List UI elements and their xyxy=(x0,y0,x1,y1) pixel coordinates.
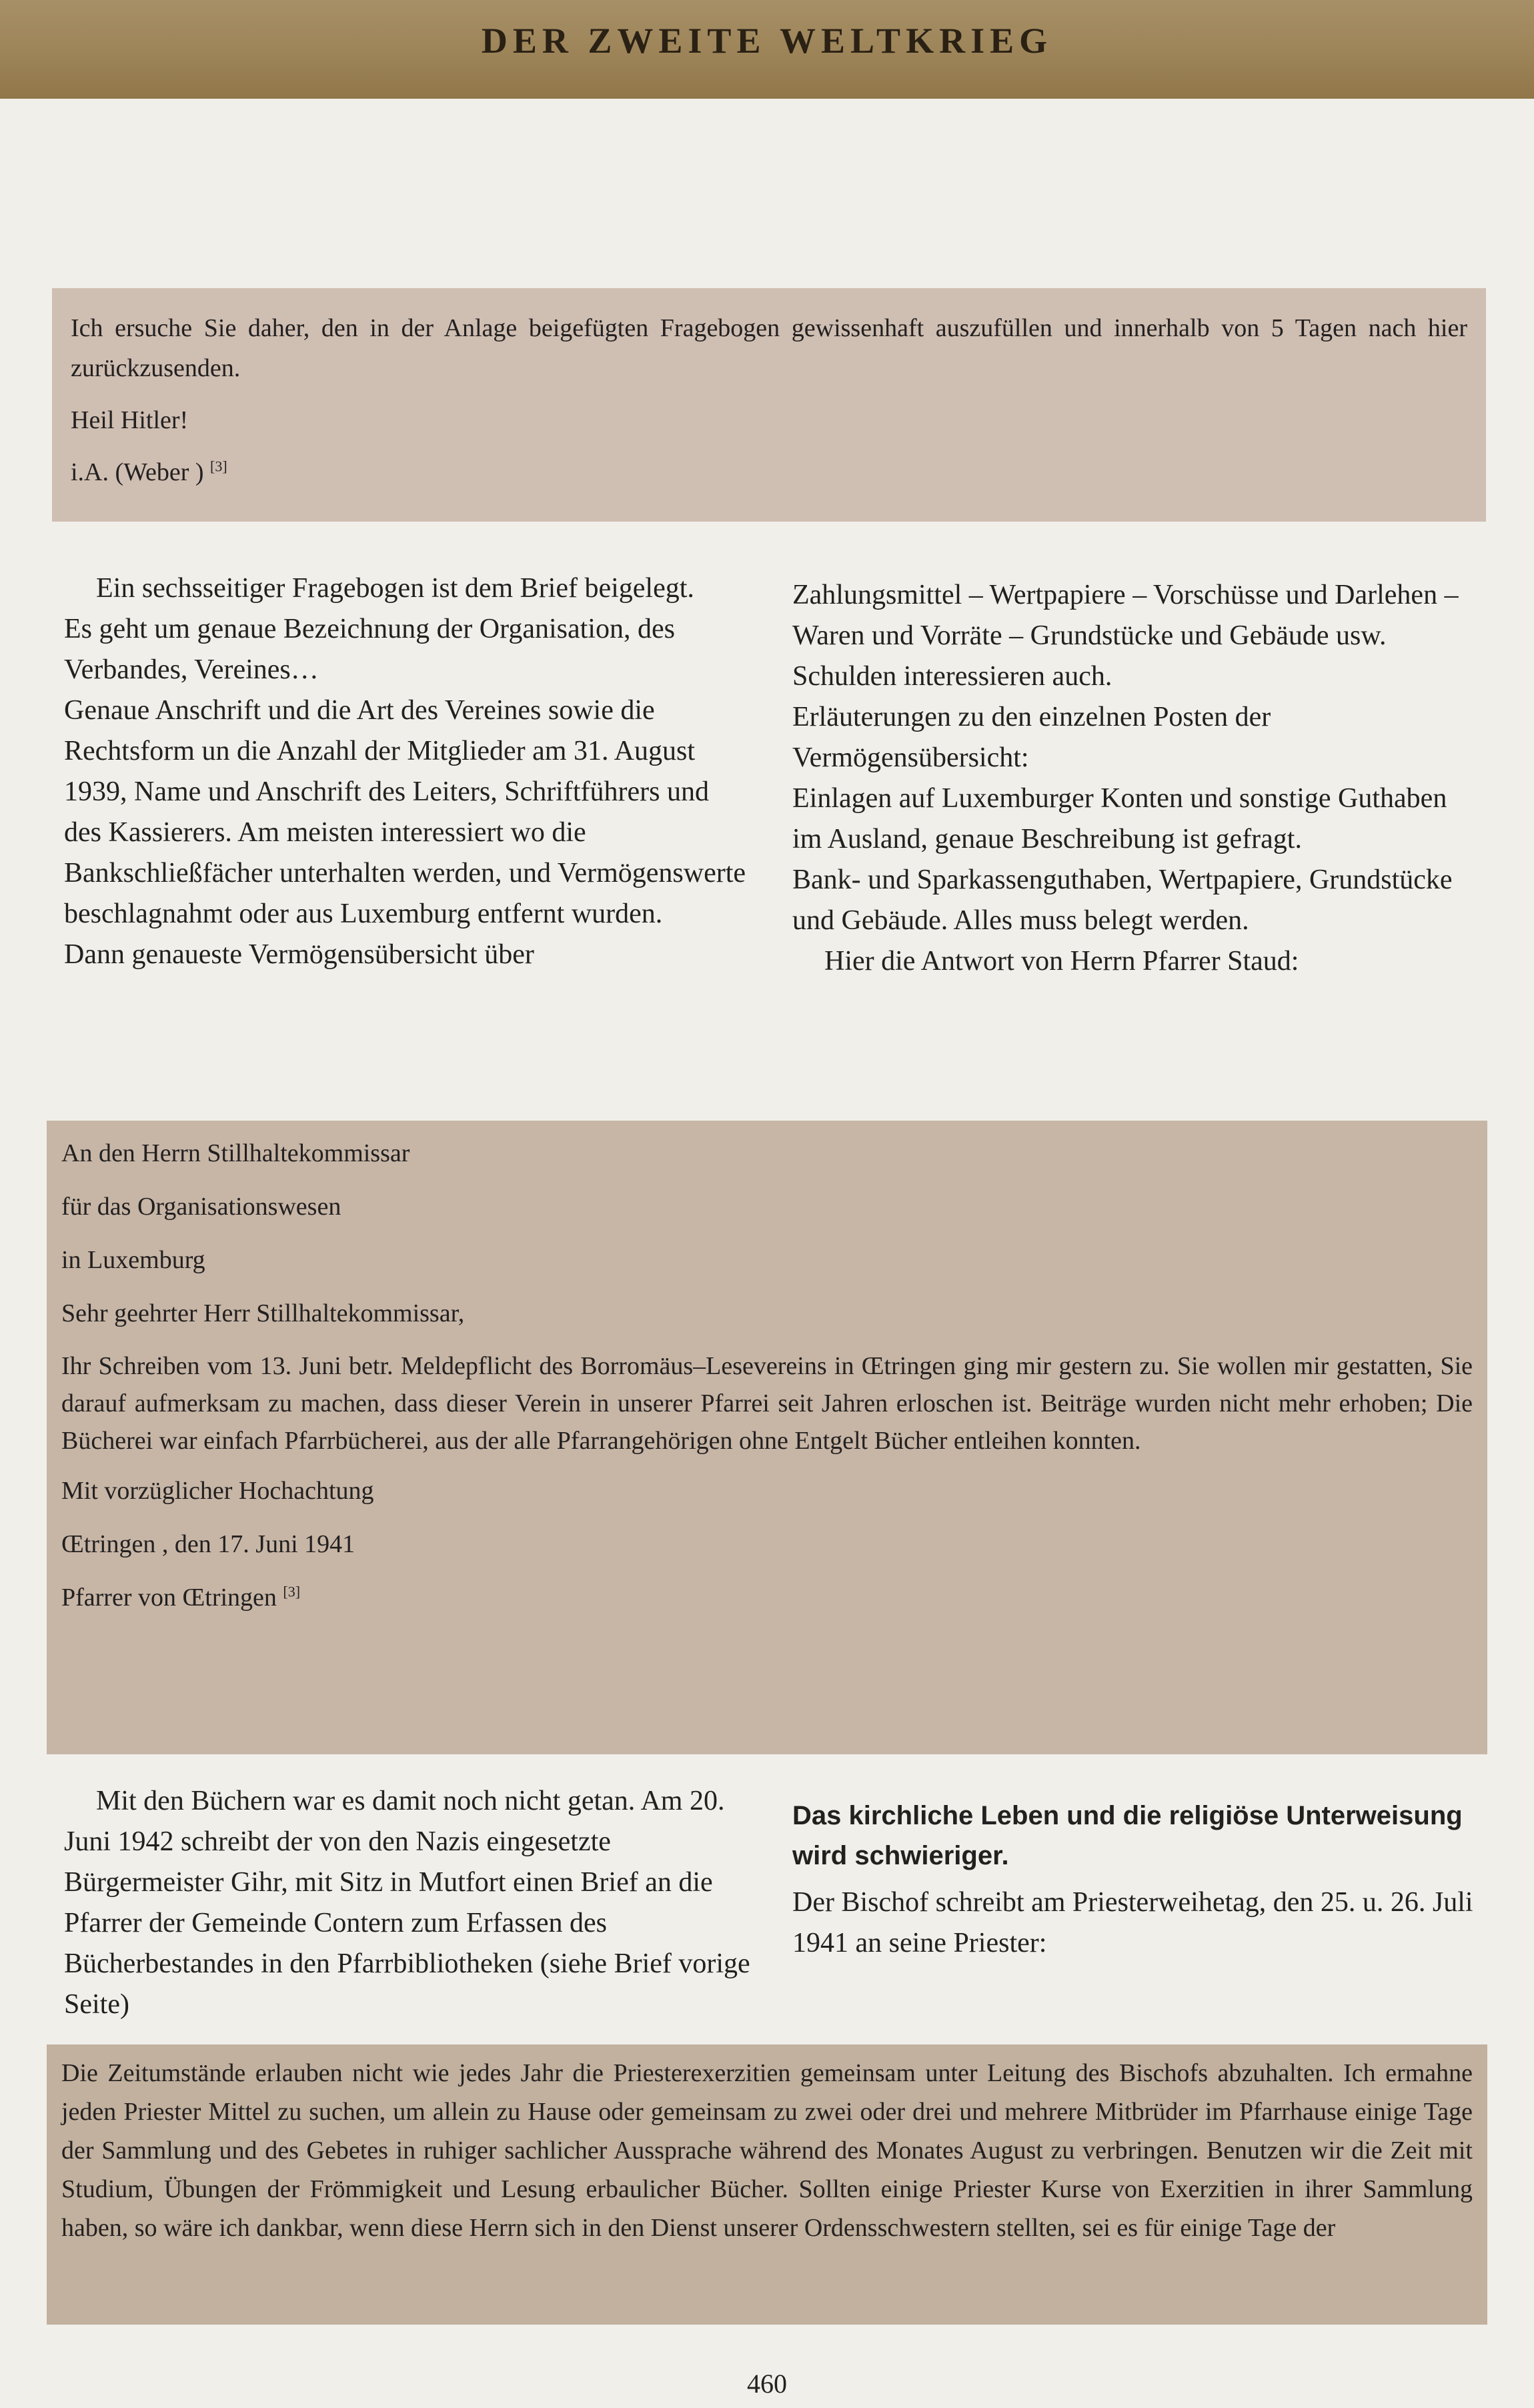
letter2-address-line: An den Herrn Stillhaltekommissar xyxy=(61,1139,410,1167)
paragraph: Einlagen auf Luxemburger Konten und sonstige Guthaben im Ausland, genaue Beschreibung ist gefragt. xyxy=(792,783,1447,854)
paragraph: Der Bischof schreibt am Priesterweihetag, den 25. u. 26. Juli 1941 an seine Priester: xyxy=(792,1887,1473,1958)
paragraph: Hier die Antwort von Herrn Pfarrer Staud: xyxy=(824,946,1299,977)
paragraph: Ein sechsseitiger Fragebogen ist dem Brief beigelegt. xyxy=(96,573,694,604)
body-column-right-top xyxy=(792,575,1479,982)
paragraph: Zahlungsmittel – Wertpapiere – Vorschüsse und Darlehen – Waren und Vorräte – Grundstücke und Gebäude usw. xyxy=(792,580,1459,651)
letter1-signature-line xyxy=(71,452,1467,492)
body-column-left-top xyxy=(64,568,751,975)
letter-quote-box-1 xyxy=(52,288,1486,522)
letter2-salutation: Sehr geehrter Herr Stillhaltekommissar, xyxy=(61,1299,465,1327)
paragraph: Mit den Büchern war es damit noch nicht getan. Am 20. Juni 1942 schreibt der von den Nazis eingesetzte Bürgermeister Gihr, mit Sitz in Mutfort einen Brief an die Pfarrer der Gemeinde Contern zum Erfassen des Bücherbestandes in den Pfarrbibliotheken (siehe Brief vorige Seite) xyxy=(64,1786,750,2020)
letter-quote-box-2 xyxy=(47,1121,1487,1754)
paragraph: Dann genaueste Vermögensübersicht über xyxy=(64,939,534,970)
body-column-right-bottom xyxy=(792,1796,1479,1964)
paragraph: Bank- und Sparkassenguthaben, Wertpapiere, Grundstücke und Gebäude. Alles muss belegt werden. xyxy=(792,864,1453,936)
letter1-greeting: Heil Hitler! xyxy=(71,406,189,434)
chapter-title: DER ZWEITE WELTKRIEG xyxy=(481,21,1053,61)
footnote-ref: [3] xyxy=(210,458,227,475)
paragraph: Es geht um genaue Bezeichnung der Organisation, des Verbandes, Vereines… xyxy=(64,614,675,685)
letter2-body: Ihr Schreiben vom 13. Juni betr. Meldepflicht des Borromäus–Lesevereins in Œtringen ging mir gestern zu. Sie wollen mir gestatten, Sie darauf aufmerksam zu machen, dass dieser Verein in unserer Pfarrei seit Jahren erloschen ist. Beiträge wurden nicht mehr erhoben; Die Bücherei war einfach Pfarrbücherei, aus der alle Pfarrangehörigen ohne Entgelt Bücher entleihen konnten. xyxy=(61,1352,1473,1455)
letter2-closing: Mit vorzüglicher Hochachtung xyxy=(61,1477,374,1505)
letter2-signature-line xyxy=(61,1578,1473,1617)
letter2-place-date: Œtringen , den 17. Juni 1941 xyxy=(61,1530,355,1558)
letter2-address-line: in Luxemburg xyxy=(61,1246,205,1274)
header-band xyxy=(0,0,1534,99)
letter2-signature: Pfarrer von Œtringen xyxy=(61,1584,283,1612)
letter3-body: Die Zeitumstände erlauben nicht wie jedes Jahr die Priesterexerzitien gemeinsam unter Leitung des Bischofs abzuhalten. Ich ermahne jeden Priester Mittel zu suchen, um allein zu Hause oder gemeinsam zu zwei oder drei und mehrere Mitbrüder im Pfarrhause einige Tage der Sammlung und des Gebetes in ruhiger sachlicher Aussprache während des Monates August zu verbringen. Benutzen wir die Zeit mit Studium, Übungen der Frömmigkeit und Lesung erbaulicher Bücher. Sollten einige Priester Kurse von Exerzitien in ihrer Sammlung haben, so wäre ich dankbar, wenn diese Herrn sich in den Dienst unserer Ordensschwestern stellten, sei es für einige Tage der xyxy=(61,2059,1473,2242)
body-column-left-bottom xyxy=(64,1781,751,2025)
letter1-paragraph: Ich ersuche Sie daher, den in der Anlage beigefügten Fragebogen gewissenhaft auszufüllen und innerhalb von 5 Tagen nach hier zurückzusenden. xyxy=(71,314,1467,382)
letter1-signature: i.A. (Weber ) xyxy=(71,458,211,486)
section-heading: Das kirchliche Leben und die religiöse Unterweisung wird schwieriger. xyxy=(792,1801,1463,1870)
paragraph: Erläuterungen zu den einzelnen Posten der Vermögensübersicht: xyxy=(792,702,1271,773)
letter2-address-line: für das Organisationswesen xyxy=(61,1193,341,1221)
paragraph: Schulden interessieren auch. xyxy=(792,661,1112,692)
page-number: 460 xyxy=(747,2369,787,2399)
paragraph: Genaue Anschrift und die Art des Vereines sowie die Rechtsform un die Anzahl der Mitglieder am 31. August 1939, Name und Anschrift des Leiters, Schriftführers und des Kassierers. Am meisten interessiert wo die Bankschließfächer unterhalten werden, und Vermögenswerte beschlagnahmt oder aus Luxemburg entfernt wurden. xyxy=(64,695,746,929)
letter-quote-box-3 xyxy=(47,2044,1487,2325)
footnote-ref: [3] xyxy=(283,1583,301,1600)
